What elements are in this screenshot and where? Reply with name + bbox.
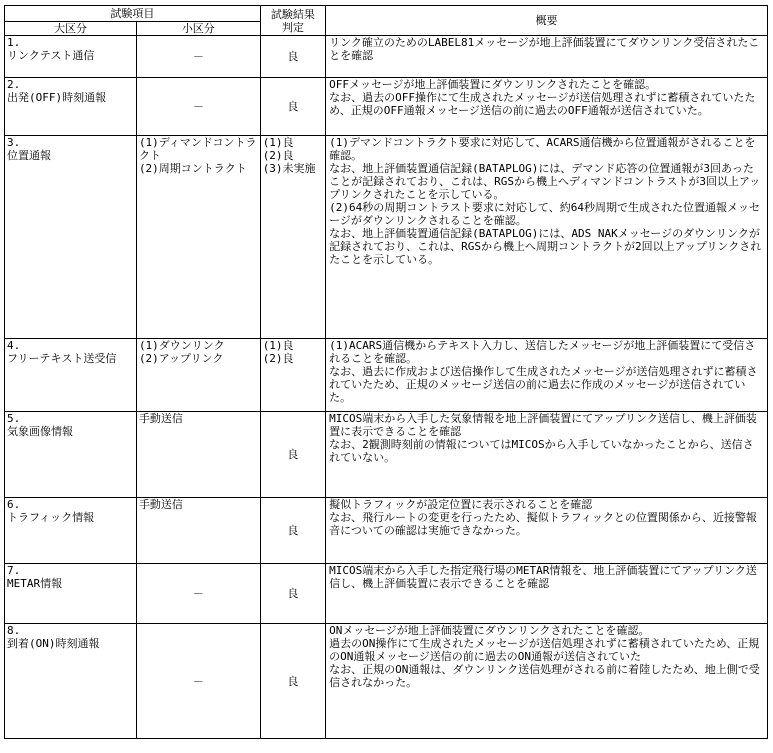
- table-row: [5, 412, 768, 498]
- major-category-cell: [5, 498, 137, 564]
- item-number: 3.: [7, 136, 21, 149]
- item-name: 出発(OFF)時刻通報: [7, 91, 107, 104]
- header-result-line2: 判定: [281, 20, 304, 34]
- result-value: 良: [287, 100, 299, 113]
- test-results-table: [4, 5, 768, 739]
- summary-cell: [326, 78, 768, 136]
- major-category-cell: [5, 339, 137, 412]
- result-value: 良: [287, 50, 299, 63]
- summary-paragraph: MICOS端末から入手した気象情報を地上評価装置にてアップリンク送信し、機上評価装置に表示できることを確認: [329, 412, 757, 438]
- summary-cell: [326, 624, 768, 739]
- result-value: 良: [287, 674, 299, 688]
- minor-category: 手動送信: [138, 498, 183, 511]
- item-name: 位置通報: [7, 149, 51, 162]
- minor-category: －: [192, 674, 204, 688]
- major-category-cell: [5, 624, 137, 739]
- header-result-line1: 試験結果: [270, 7, 315, 21]
- major-category-cell: [5, 36, 137, 78]
- minor-category: (2)アップリンク: [138, 352, 224, 365]
- table-row: [5, 498, 768, 564]
- result-cell: [260, 339, 325, 412]
- item-name: 気象画像情報: [7, 425, 73, 438]
- minor-category: －: [192, 50, 204, 63]
- item-number: 6.: [7, 498, 21, 511]
- result-cell: [260, 78, 325, 136]
- summary-paragraph: (1)ACARS通信機からテキスト入力し、送信したメッセージが地上評価装置にて受信されることを確認。: [329, 339, 756, 365]
- result-cell: [260, 136, 325, 339]
- summary-paragraph: なお、地上評価装置通信記録(BATAPLOG)には、デマンド応答の位置通報が3回あったことが記録されており、これは、RGSから機上へディマンドコントラストが3回以上アップリンクされたことを示している。: [329, 162, 761, 201]
- summary-paragraph: OFFメッセージが地上評価装置にダウンリンクされたことを確認。: [329, 78, 657, 91]
- result-cell: [260, 564, 325, 624]
- table-body: [5, 36, 768, 739]
- table-row: [5, 78, 768, 136]
- result-cell: [260, 624, 325, 739]
- header-minor: 小区分: [136, 22, 260, 36]
- item-name: リンクテスト通信: [7, 49, 95, 62]
- result-value: (2)良: [262, 149, 294, 162]
- result-value: (1)良: [262, 339, 294, 352]
- major-category-cell: [5, 136, 137, 339]
- result-cell: [260, 412, 325, 498]
- summary-paragraph: なお、2観測時刻前の情報についてはMICOSから入手していなかったことから、送信されていない。: [329, 438, 754, 464]
- result-value: (1)良: [262, 136, 294, 149]
- result-value: (3)未実施: [262, 162, 316, 175]
- summary-paragraph: 擬似トラフィックが設定位置に表示されることを確認: [329, 498, 593, 511]
- item-name: フリーテキスト送受信: [7, 352, 117, 365]
- minor-category: 手動送信: [138, 412, 183, 425]
- minor-category: (1)ディマンドコントラクト: [138, 136, 257, 162]
- header-summary: 概要: [326, 6, 768, 36]
- summary-paragraph: なお、正規のON通報は、ダウンリンク送信処理がされる前に着陸したため、地上側で受信されなかった。: [329, 663, 760, 689]
- summary-cell: [326, 564, 768, 624]
- minor-category-cell: [136, 339, 260, 412]
- major-category-cell: [5, 78, 137, 136]
- table-row: [5, 36, 768, 78]
- item-number: 7.: [7, 564, 21, 577]
- minor-category-cell: [136, 78, 260, 136]
- table-row: [5, 136, 768, 339]
- item-number: 2.: [7, 78, 21, 91]
- summary-paragraph: リンク確立のためのLABEL81メッセージが地上評価装置にてダウンリンク受信されたことを確認: [329, 36, 760, 62]
- minor-category: －: [192, 100, 204, 113]
- minor-category-cell: [136, 412, 260, 498]
- summary-cell: [326, 412, 768, 498]
- table-row: [5, 624, 768, 739]
- item-number: 4.: [7, 339, 21, 352]
- summary-paragraph: (2)64秒の周期コントラスト要求に対応して、約64秒周期で生成された位置通報メッセージがダウンリンクされることを確認。: [329, 201, 760, 227]
- minor-category: (1)ダウンリンク: [138, 339, 225, 352]
- minor-category-cell: [136, 36, 260, 78]
- table-row: [5, 339, 768, 412]
- summary-cell: [326, 36, 768, 78]
- summary-paragraph: なお、過去に作成および送信操作して生成されたメッセージが送信処理されずに蓄積されていたため、正規のメッセージ送信の前に過去に作成のメッセージが送信されていた。: [329, 365, 758, 404]
- major-category-cell: [5, 564, 137, 624]
- header-major: 大区分: [5, 22, 137, 36]
- summary-paragraph: ONメッセージが地上評価装置にダウンリンクされたことを確認。: [329, 624, 650, 637]
- summary-cell: [326, 498, 768, 564]
- minor-category-cell: [136, 136, 260, 339]
- result-value: (2)良: [262, 352, 294, 365]
- summary-paragraph: なお、地上評価装置通信記録(BATAPLOG)には、ADS NAKメッセージのダウンリンクが記録されており、これは、RGSから機上へ周期コントラクトが2回以上アップリンクされたことを示している。: [329, 227, 762, 266]
- minor-category: －: [192, 587, 204, 600]
- result-value: 良: [287, 587, 299, 600]
- item-number: 5.: [7, 412, 21, 425]
- header-test-item: 試験項目: [5, 6, 261, 22]
- major-category-cell: [5, 412, 137, 498]
- summary-cell: [326, 339, 768, 412]
- header-result: [260, 6, 325, 36]
- summary-paragraph: 過去のON操作にて生成されたメッセージが送信処理されずに蓄積されていたため、正規のON通報メッセージ送信の前に過去のON通報が送信されていた: [329, 637, 760, 663]
- minor-category-cell: [136, 624, 260, 739]
- summary-paragraph: MICOS端末から入手した指定飛行場のMETAR情報を、地上評価装置にてアップリンク送信し、機上評価装置に表示できることを確認: [329, 564, 757, 590]
- minor-category: (2)周期コントラクト: [138, 162, 247, 175]
- minor-category-cell: [136, 498, 260, 564]
- summary-paragraph: なお、飛行ルートの変更を行ったため、擬似トラフィックとの位置関係から、近接警報音についての確認は実施できなかった。: [329, 511, 757, 537]
- summary-paragraph: なお、過去のOFF操作にて生成されたメッセージが送信処理されずに蓄積されていたため、正規のOFF通報メッセージ送信の前に過去のOFF通報が送信されていた。: [329, 91, 756, 117]
- summary-paragraph: (1)デマンドコントラクト要求に対応して、ACARS通信機から位置通報がされることを確認。: [329, 136, 756, 162]
- item-number: 8.: [7, 624, 21, 637]
- summary-cell: [326, 136, 768, 339]
- item-name: 到着(ON)時刻通報: [7, 637, 100, 650]
- result-cell: [260, 36, 325, 78]
- item-name: トラフィック情報: [7, 511, 95, 524]
- result-value: 良: [287, 448, 299, 461]
- table-row: [5, 564, 768, 624]
- item-name: METAR情報: [7, 577, 63, 590]
- item-number: 1.: [7, 36, 21, 49]
- result-value: 良: [287, 524, 299, 537]
- minor-category-cell: [136, 564, 260, 624]
- result-cell: [260, 498, 325, 564]
